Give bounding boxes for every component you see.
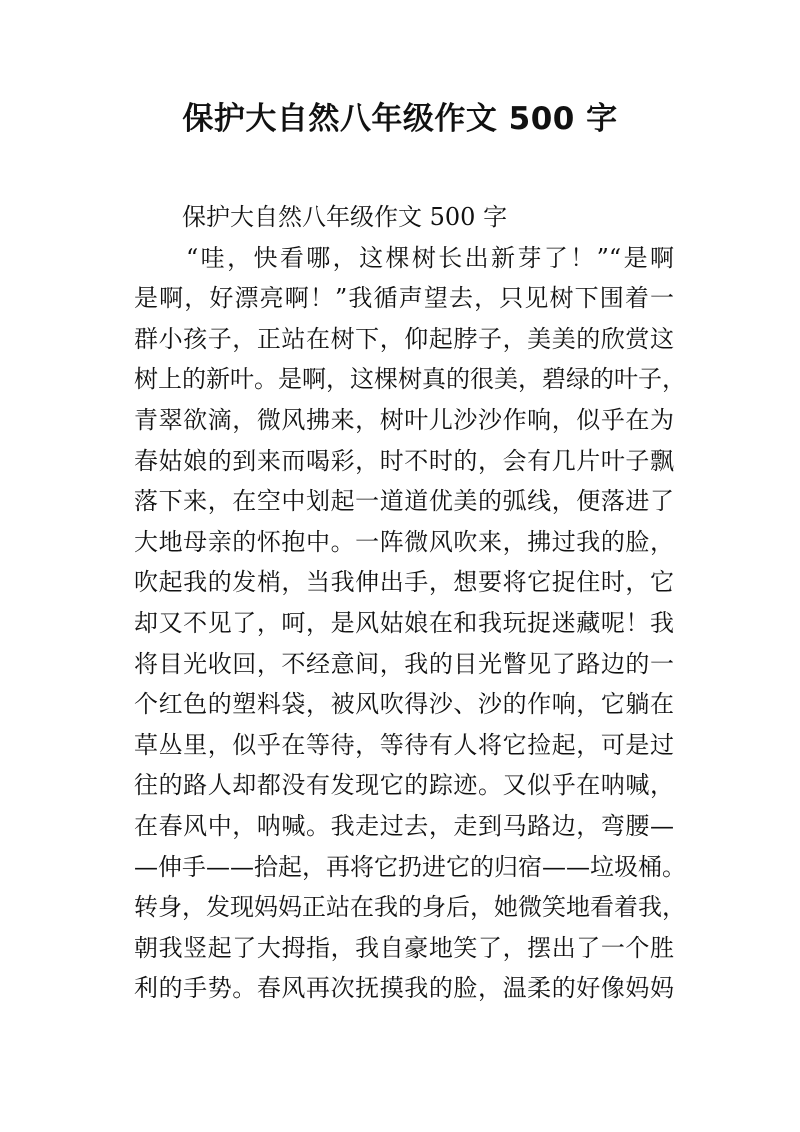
essay-line: 利的手势。春风再次抚摸我的脸，温柔的好像妈妈 bbox=[134, 974, 674, 1003]
essay-line: 春姑娘的到来而喝彩，时不时的，会有几片叶子飘 bbox=[134, 446, 674, 475]
document-title: 保护大自然八年级作文 500 字 bbox=[182, 101, 618, 137]
essay-line: 吹起我的发梢，当我伸出手，想要将它捉住时，它 bbox=[134, 568, 674, 597]
essay-line: 是啊，好漂亮啊！”我循声望去，只见树下围着一 bbox=[134, 284, 674, 313]
essay-line: 青翠欲滴，微风拂来，树叶儿沙沙作响，似乎在为 bbox=[134, 405, 674, 434]
essay-line: 大地母亲的怀抱中。一阵微风吹来，拂过我的脸， bbox=[134, 527, 674, 556]
essay-line: 落下来，在空中划起一道道优美的弧线，便落进了 bbox=[134, 487, 674, 516]
essay-line: 群小孩子，正站在树下，仰起脖子，美美的欣赏这 bbox=[134, 324, 674, 353]
essay-line: 朝我竖起了大拇指，我自豪地笑了，摆出了一个胜 bbox=[134, 933, 674, 962]
essay-line: 往的路人却都没有发现它的踪迹。又似乎在呐喊， bbox=[134, 771, 674, 800]
essay-line: 在春风中，呐喊。我走过去，走到马路边，弯腰— bbox=[134, 811, 674, 840]
essay-line: 树上的新叶。是啊，这棵树真的很美，碧绿的叶子， bbox=[134, 365, 686, 394]
essay-line: 草丛里，似乎在等待，等待有人将它捡起，可是过 bbox=[134, 730, 674, 759]
essay-heading-line: 保护大自然八年级作文 500 字 bbox=[182, 203, 508, 231]
essay-line: —伸手——拾起，再将它扔进它的归宿——垃圾桶。 bbox=[134, 852, 686, 881]
essay-body bbox=[134, 197, 686, 1009]
essay-line: 个红色的塑料袋，被风吹得沙、沙的作响，它躺在 bbox=[134, 690, 674, 719]
essay-line: 将目光收回，不经意间，我的目光瞥见了路边的一 bbox=[134, 649, 674, 678]
essay-line: 却又不见了，呵，是风姑娘在和我玩捉迷藏呢！我 bbox=[134, 608, 674, 637]
essay-line: 转身，发现妈妈正站在我的身后，她微笑地看着我， bbox=[134, 893, 686, 922]
essay-line: “哇，快看哪，这棵树长出新芽了！”“是啊 bbox=[186, 243, 674, 272]
